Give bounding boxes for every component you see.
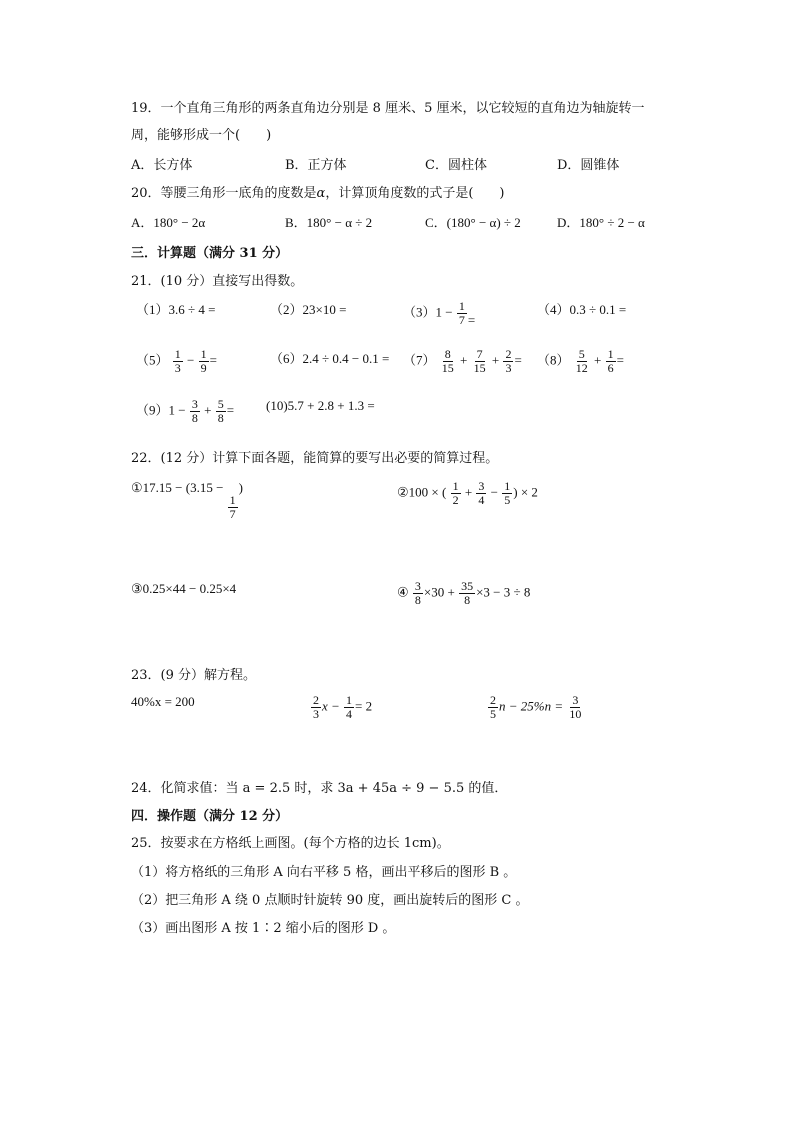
- q20-option-d: D．180° ÷ 2 − α: [557, 215, 645, 230]
- q22-problem-4: [397, 580, 530, 607]
- q21-item-3-label: （3）1 −: [403, 304, 453, 320]
- numerator: 3: [191, 397, 198, 411]
- q25-step-2: （2）把三角形 A 绕 0 点顺时针旋转 90 度，画出旋转后的图形 C 。: [131, 893, 529, 908]
- numerator: 3: [414, 579, 421, 593]
- numerator: 5: [217, 397, 224, 411]
- fraction: [606, 348, 616, 375]
- numerator: 1: [504, 479, 511, 493]
- q22-problem-4-end: ×3 − 3 ÷ 8: [476, 584, 531, 600]
- plus-sign: +: [460, 352, 468, 368]
- q25-step-3: （3）画出图形 A 按 1∶2 缩小后的图形 D 。: [131, 921, 396, 936]
- q21-item-5: [136, 348, 217, 375]
- fraction: [472, 348, 488, 375]
- numerator: 1: [174, 347, 181, 361]
- section-4-title: 四．操作题（满分 12 分）: [131, 809, 289, 824]
- fraction: [190, 398, 200, 425]
- q22-problem-2-start: ②100 × (: [397, 484, 447, 500]
- q20-option-c: C．(180° − α) ÷ 2: [425, 215, 521, 230]
- denominator: 3: [174, 361, 181, 375]
- section-3-title: 三．计算题（满分 31 分）: [131, 246, 289, 261]
- q20-stem-end: ，计算顶角度数的式子是( ): [325, 186, 505, 201]
- q19-line2: 周，能够形成一个( ): [131, 128, 272, 143]
- denominator: 8: [217, 411, 224, 425]
- fraction: [344, 694, 354, 721]
- denominator: 10: [569, 707, 582, 721]
- plus-sign: +: [594, 352, 602, 368]
- plus-sign: +: [204, 402, 212, 418]
- plus-sign: +: [491, 352, 500, 368]
- equals-sign: =: [209, 352, 217, 368]
- denominator: 12: [575, 361, 588, 375]
- plus-sign: +: [464, 484, 473, 500]
- fraction: [457, 300, 467, 327]
- q22-title: 22．(12 分）计算下面各题，能简算的要写出必要的简算过程。: [131, 451, 499, 466]
- denominator: 7: [458, 313, 465, 327]
- q21-item-2: （2）23×10 =: [270, 302, 347, 317]
- q21-item-6: （6）2.4 ÷ 0.4 − 0.1 =: [270, 351, 390, 366]
- numerator: 1: [229, 493, 236, 507]
- q23-equation-2-result: = 2: [355, 698, 373, 714]
- fraction: [502, 480, 512, 507]
- minus-sign: −: [490, 484, 499, 500]
- q22-problem-1-start: ①17.15 − (3.15 −: [131, 480, 224, 495]
- q21-item-8: [537, 348, 624, 375]
- denominator: 5: [504, 493, 511, 507]
- q21-item-9-label: （9）1 −: [136, 402, 186, 418]
- q19-line1: 19．一个直角三角形的两条直角边分别是 8 厘米、5 厘米，以它较短的直角边为轴旋转一: [131, 101, 645, 116]
- q20-option-b: B．180° − α ÷ 2: [285, 215, 373, 230]
- numerator: 2: [490, 693, 496, 707]
- fraction: [451, 480, 461, 507]
- q21-title: 21．(10 分）直接写出得数。: [131, 274, 304, 289]
- q20-option-a: A．180° − 2α: [131, 215, 206, 230]
- denominator: 4: [478, 493, 485, 507]
- q22-problem-3: ③0.25×44 − 0.25×4: [131, 581, 237, 596]
- q19-option-d: D．圆锥体: [557, 158, 620, 173]
- numerator: 1: [458, 299, 465, 313]
- denominator: 2: [452, 493, 459, 507]
- numerator: 2: [313, 693, 319, 707]
- q23-equation-3-mid: n − 25%n =: [499, 698, 564, 714]
- fraction: [173, 348, 183, 375]
- q21-item-9: [136, 398, 234, 425]
- fraction: [216, 398, 226, 425]
- fraction: [311, 694, 321, 721]
- q23-equation-3: [487, 694, 584, 721]
- fraction: [459, 580, 475, 607]
- numerator: 3: [572, 693, 579, 707]
- q21-item-8-label: （8）: [537, 352, 570, 368]
- q24-text: 24．化简求值：当 a = 2.5 时，求 3a + 45a ÷ 9 − 5.5 的值．: [131, 781, 508, 796]
- fraction: [567, 694, 583, 721]
- q21-item-5-label: （5）: [136, 352, 169, 368]
- fraction: [413, 580, 423, 607]
- equals-sign: =: [616, 352, 624, 368]
- numerator: 1: [346, 693, 353, 707]
- q22-problem-4-label: ④: [397, 584, 409, 600]
- q21-item-7-label: （7）: [403, 352, 436, 368]
- q21-item-4: （4）0.3 ÷ 0.1 =: [537, 302, 627, 317]
- q21-item-7: [403, 348, 522, 375]
- close-paren: ): [238, 480, 243, 495]
- q22-problem-2: [397, 480, 538, 507]
- fraction: [574, 348, 590, 375]
- q19-option-c: C．圆柱体: [425, 158, 487, 173]
- denominator: 4: [346, 707, 353, 721]
- numerator: 8: [444, 347, 451, 361]
- q19-option-a: A．长方体: [131, 158, 193, 173]
- q22-problem-4-mid: ×30 +: [423, 584, 455, 600]
- q25-step-1: （1）将方格纸的三角形 A 向右平移 5 格，画出平移后的图形 B 。: [131, 865, 517, 880]
- equals-sign: =: [514, 352, 522, 368]
- numerator: 35: [461, 579, 474, 593]
- minus-sign: −: [187, 352, 195, 368]
- denominator: 8: [464, 593, 471, 607]
- fraction: [440, 348, 456, 375]
- numerator: 1: [607, 347, 614, 361]
- q25-title: 25．按要求在方格纸上画图。(每个方格的边长 1cm)。: [131, 836, 450, 851]
- numerator: 1: [452, 479, 459, 493]
- q23-equation-1: 40%x = 200: [131, 694, 195, 709]
- denominator: 8: [191, 411, 198, 425]
- q22-problem-1: [131, 480, 243, 521]
- numerator: 7: [476, 347, 483, 361]
- denominator: 9: [200, 361, 207, 375]
- numerator: 1: [200, 347, 207, 361]
- fraction: [488, 694, 498, 721]
- fraction: [476, 480, 486, 507]
- denominator: 3: [505, 361, 512, 375]
- denominator: 15: [441, 361, 454, 375]
- q21-item-10: (10)5.7 + 2.8 + 1.3 =: [266, 398, 375, 413]
- denominator: 15: [473, 361, 486, 375]
- q23-equation-2-x: x −: [322, 698, 340, 714]
- denominator: 6: [607, 361, 614, 375]
- q21-item-1: （1）3.6 ÷ 4 =: [136, 302, 216, 317]
- q20-stem: [131, 182, 504, 201]
- q23-equation-2: [310, 694, 372, 721]
- fraction: [199, 348, 209, 375]
- numerator: 2: [505, 347, 512, 361]
- q20-alpha: α: [316, 186, 326, 201]
- q19-option-b: B．正方体: [285, 158, 347, 173]
- fraction: [228, 494, 238, 521]
- denominator: 7: [229, 507, 236, 521]
- q21-item-3: [403, 300, 475, 328]
- denominator: 3: [313, 707, 319, 721]
- q20-stem-start: 20．等腰三角形一底角的度数是: [131, 186, 317, 201]
- numerator: 3: [478, 479, 485, 493]
- fraction: [503, 348, 513, 375]
- equals-sign: =: [226, 402, 235, 418]
- equals-sign: =: [467, 312, 476, 328]
- denominator: 8: [414, 593, 421, 607]
- denominator: 5: [490, 707, 496, 721]
- q22-problem-2-end: ) × 2: [513, 484, 538, 500]
- q23-title: 23．(9 分）解方程。: [131, 668, 257, 683]
- numerator: 5: [578, 347, 585, 361]
